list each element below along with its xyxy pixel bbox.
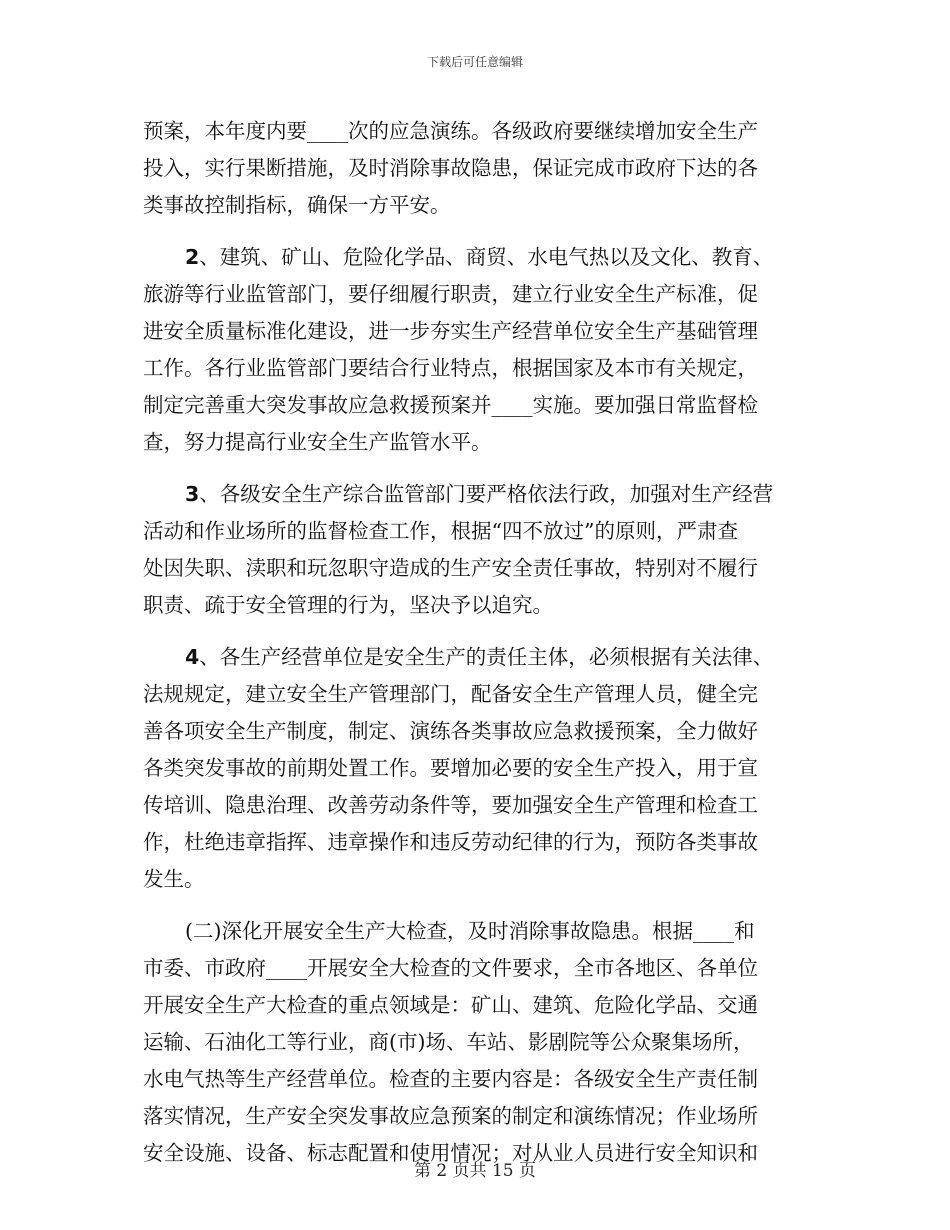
text-line: 安全设施、设备、标志配置和使用情况；对从业人员进行安全知识和 — [143, 1141, 758, 1165]
text-line: 投入，实行果断措施，及时消除事故隐患，保证完成市政府下达的各 — [143, 156, 758, 180]
text-line — [143, 239, 807, 276]
page-header: 下载后可任意编辑 — [426, 55, 523, 69]
item-number: 4 — [185, 645, 200, 669]
text-line: 法规规定，建立安全生产管理部门，配备安全生产管理人员，健全完 — [143, 682, 758, 706]
paragraph-item-3 — [143, 476, 807, 624]
text-line: 各类突发事故的前期处置工作。要增加必要的安全生产投入，用于宣 — [143, 756, 758, 780]
paragraph-item-2 — [143, 239, 807, 461]
text-line: 查，努力提高行业安全生产监管水平。 — [143, 430, 492, 454]
document-body — [143, 113, 807, 1172]
text-line: 预案，本年度内要____次的应急演练。各级政府要继续增加安全生产 — [143, 119, 758, 143]
text-line: 进安全质量标准化建设，进一步夯实生产经营单位安全生产基础管理 — [143, 319, 758, 343]
text-line — [143, 639, 807, 676]
text-line: (二)深化开展安全生产大检查，及时消除事故隐患。根据____和 — [185, 919, 755, 943]
text-line: 市委、市政府____开展安全大检查的文件要求，全市各地区、各单位 — [143, 956, 758, 980]
text-line: 发生。 — [143, 867, 205, 891]
item-number: 2 — [185, 245, 200, 269]
text-line: 作，杜绝违章指挥、违章操作和违反劳动纪律的行为，预防各类事故 — [143, 830, 758, 854]
line-text: 、各生产经营单位是安全生产的责任主体，必须根据有关法律、 — [199, 645, 774, 669]
paragraph-item-4 — [143, 639, 807, 898]
text-line: 开展安全生产大检查的重点领域是：矿山、建筑、危险化学品、交通 — [143, 993, 758, 1017]
paragraph-section-2 — [143, 913, 807, 1172]
line-text: 、各级安全生产综合监管部门要严格依法行政，加强对生产经营 — [199, 482, 774, 506]
text-line: 活动和作业场所的监督检查工作，根据“四不放过”的原则，严肃查 — [143, 519, 738, 543]
text-line — [143, 476, 807, 513]
item-number: 3 — [185, 482, 200, 506]
paragraph-continued — [143, 113, 807, 224]
text-line: 落实情况，生产安全突发事故应急预案的制定和演练情况；作业场所 — [143, 1104, 758, 1128]
text-line: 善各项安全生产制度，制定、演练各类事故应急救援预案，全力做好 — [143, 719, 758, 743]
text-line: 水电气热等生产经营单位。检查的主要内容是：各级安全生产责任制 — [143, 1067, 758, 1091]
text-line: 运输、石油化工等行业，商(市)场、车站、影剧院等公众聚集场所， — [143, 1030, 754, 1054]
text-line: 传培训、隐患治理、改善劳动条件等，要加强安全生产管理和检查工 — [143, 793, 758, 817]
text-line: 旅游等行业监管部门，要仔细履行职责，建立行业安全生产标准，促 — [143, 282, 758, 306]
text-line: 类事故控制指标，确保一方平安。 — [143, 193, 451, 217]
page-footer: 第 2 页共 15 页 — [413, 1161, 537, 1181]
line-text: 、建筑、矿山、危险化学品、商贸、水电气热以及文化、教育、 — [199, 245, 774, 269]
text-line: 处因失职、渎职和玩忽职守造成的生产安全责任事故，特别对不履行 — [143, 556, 758, 580]
text-line: 职责、疏于安全管理的行为，坚决予以追究。 — [143, 593, 553, 617]
text-line: 工作。各行业监管部门要结合行业特点，根据国家及本市有关规定， — [143, 356, 758, 380]
text-line: 制定完善重大突发事故应急救援预案并____实施。要加强日常监督检 — [143, 393, 758, 417]
